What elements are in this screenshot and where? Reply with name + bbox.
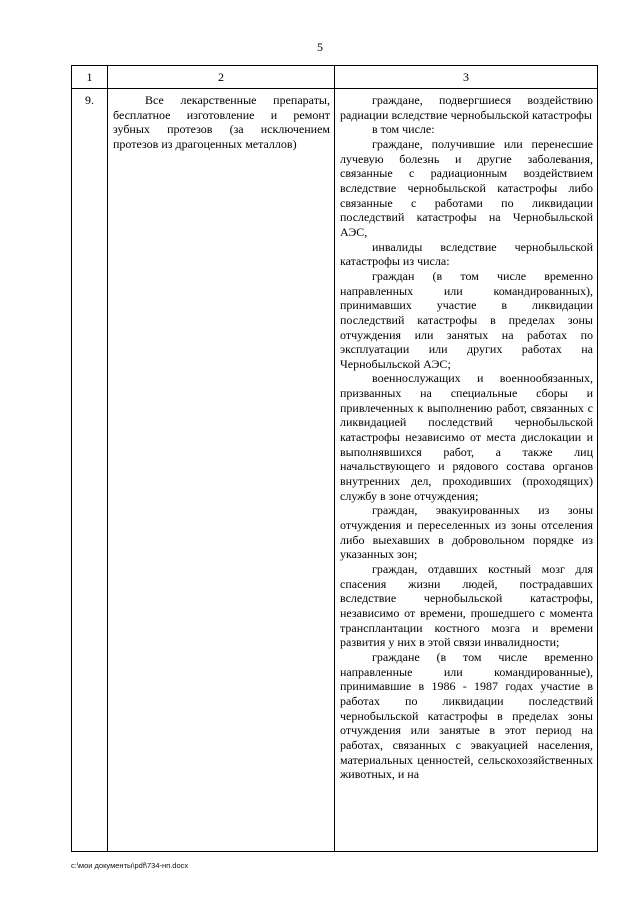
category-paragraph: граждане, получившие или перенесшие лучевую болезнь и другие заболевания, связанные с радиационным воздействием вследствие чернобыльской катастрофы либо связанные с работами по ликвидации последствий катастрофы на Чернобыльской АЭС, bbox=[340, 136, 593, 239]
item-text: Все лекарственные препараты, бесплатное изготовление и ремонт зубных протезов (за исключением протезов из драгоценных металлов) bbox=[113, 93, 330, 151]
header-col-1: 1 bbox=[72, 66, 108, 89]
category-paragraph: граждан, эвакуированных из зоны отчуждения и переселенных из зоны отселения либо выехавших в добровольном порядке из указанных зон; bbox=[340, 503, 593, 562]
page-number: 5 bbox=[317, 40, 323, 54]
categories-cell bbox=[335, 89, 598, 852]
row-number: 9. bbox=[72, 89, 108, 852]
category-paragraph: граждане (в том числе временно направленные или командированные), принимавшие в 1986 - 1987 годах участие в работах по ликвидации последствий чернобыльской катастрофы в пределах зоны отчуждения или занятые в этот период на работах, связанных с эвакуацией населения, материальных ценностей, сельскохозяйственных животных, и на bbox=[340, 649, 593, 782]
table-row bbox=[72, 89, 598, 852]
category-paragraph: граждане, подвергшиеся воздействию радиации вследствие чернобыльской катастрофы bbox=[340, 93, 593, 122]
category-paragraph: военнослужащих и военнообязанных, призванных на специальные сборы и привлеченных к выполнению работ, связанных с ликвидацией последствий чернобыльской катастрофы независимо от места дислокации и выполнявшихся работ, а также лиц начальствующего и рядового состава органов внутренних дел, проходивших (проходящих) службу в зоне отчуждения; bbox=[340, 371, 593, 503]
header-col-2: 2 bbox=[108, 66, 335, 89]
table-header-row bbox=[72, 66, 598, 89]
category-paragraph: инвалиды вследствие чернобыльской катастрофы из числа: bbox=[340, 239, 593, 269]
category-paragraph: в том числе: bbox=[372, 122, 435, 137]
category-paragraph: граждан (в том числе временно направленных или командированных), принимавших участие в ликвидации последствий катастрофы в пределах зоны отчуждения или занятых на работах по эксплуатации или других работах на Чернобыльской АЭС; bbox=[340, 268, 593, 371]
item-cell bbox=[108, 89, 335, 852]
header-col-3: 3 bbox=[335, 66, 598, 89]
file-path-footer: c:\мои документы\pdf\734-нп.docx bbox=[71, 861, 189, 870]
category-paragraph: граждан, отдавших костный мозг для спасения жизни людей, пострадавших вследствие чернобыльской катастрофы, независимо от времени, прошедшего с момента трансплантации костного мозга и времени развития у них в этой связи инвалидности; bbox=[340, 562, 593, 650]
benefits-table bbox=[71, 65, 598, 852]
